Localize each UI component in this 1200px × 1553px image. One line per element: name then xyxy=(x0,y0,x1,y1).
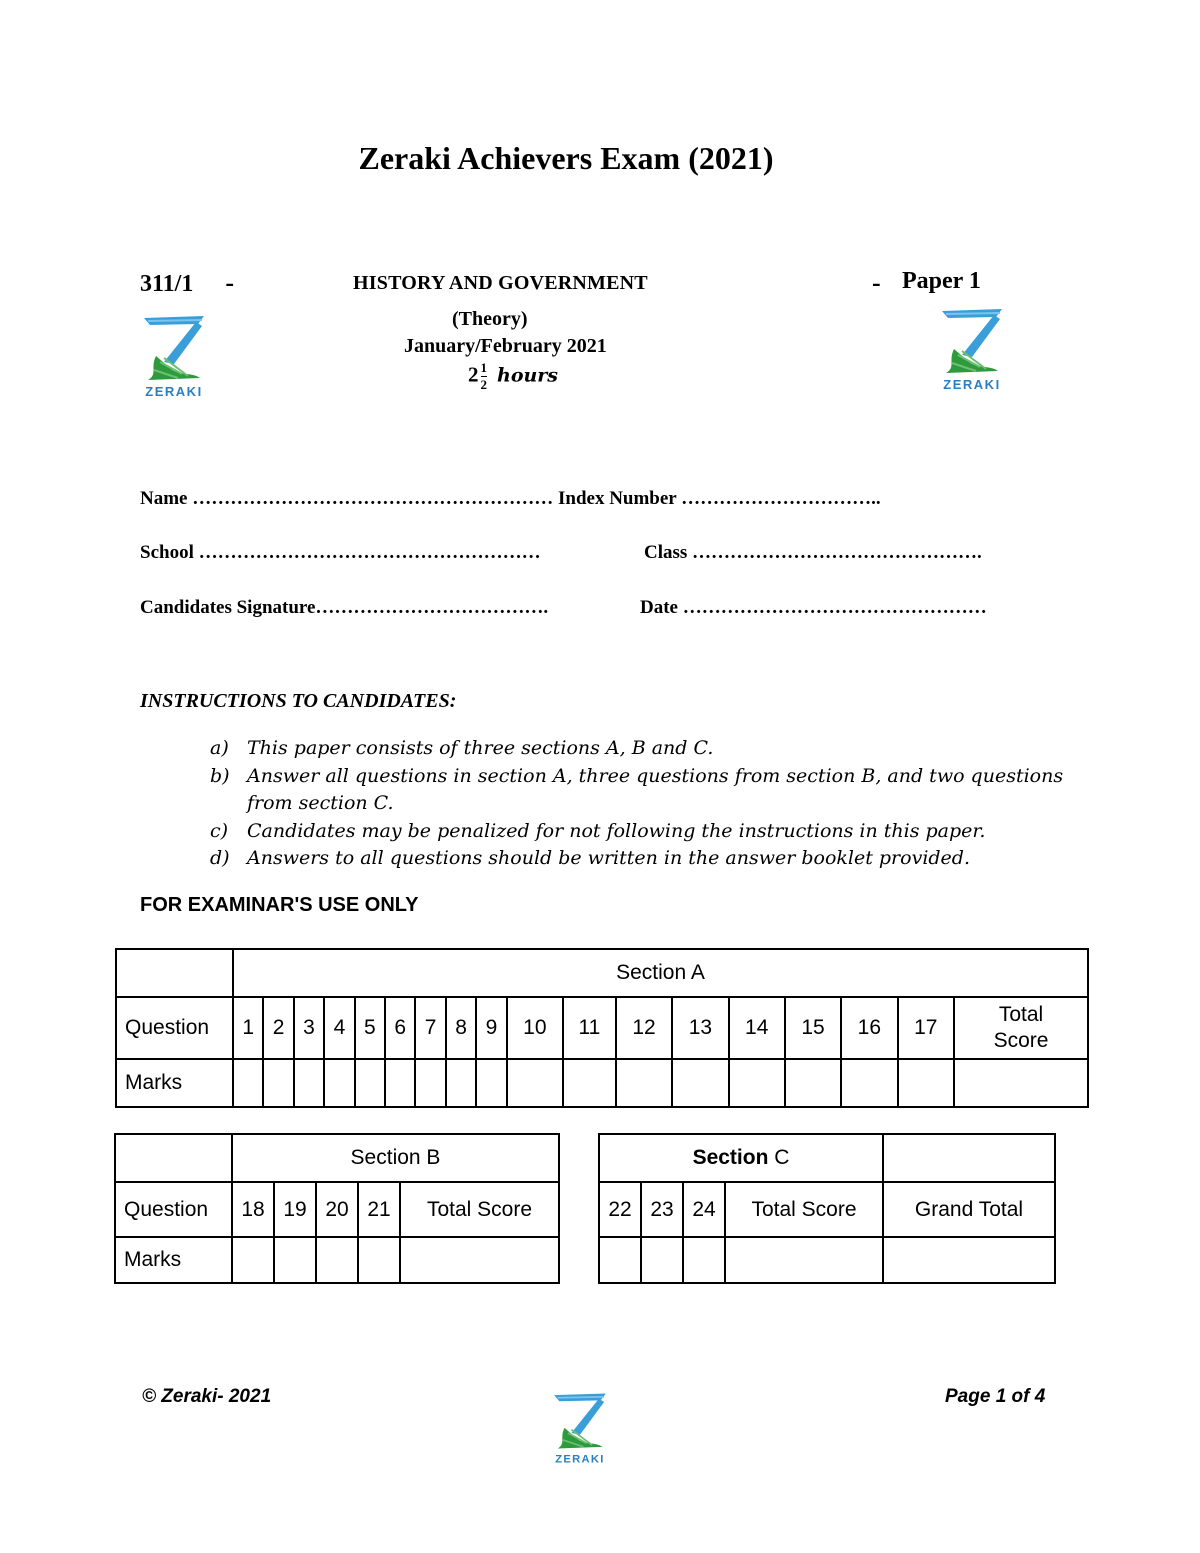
section-a-question-number: 4 xyxy=(324,997,354,1059)
section-a-title: Section A xyxy=(233,949,1088,997)
section-c-title-letter: C xyxy=(768,1146,790,1169)
section-a-mark-cell[interactable] xyxy=(841,1059,897,1107)
section-a-question-number: 15 xyxy=(785,997,841,1059)
section-a-question-number: 7 xyxy=(415,997,445,1059)
duration-denominator: 2 xyxy=(480,377,487,392)
section-a-mark-cell[interactable] xyxy=(476,1059,506,1107)
section-a-mark-cell[interactable] xyxy=(355,1059,385,1107)
section-a-question-number: 1 xyxy=(233,997,263,1059)
section-a-mark-cell[interactable] xyxy=(898,1059,954,1107)
section-a-mark-cell[interactable] xyxy=(785,1059,841,1107)
section-b-mark-cell[interactable] xyxy=(274,1237,316,1283)
footer-page-number: Page 1 of 4 xyxy=(945,1386,1046,1407)
paper-code xyxy=(140,268,234,298)
instruction-label: d) xyxy=(210,847,230,869)
logo-text-footer: ZERAKI xyxy=(555,1453,605,1465)
section-a-mark-cell[interactable] xyxy=(672,1059,728,1107)
section-a-mark-cell[interactable] xyxy=(233,1059,263,1107)
section-a-question-number: 2 xyxy=(263,997,293,1059)
zeraki-logo-right xyxy=(936,305,1008,396)
paper-number xyxy=(872,268,981,297)
section-b-question-label: Question xyxy=(115,1182,232,1237)
instructions-list xyxy=(210,735,1070,873)
section-a-question-number: 8 xyxy=(446,997,476,1059)
school-field: School ……………………………………………… xyxy=(140,542,541,563)
instruction-item xyxy=(210,818,1070,846)
section-a-mark-cell[interactable] xyxy=(507,1059,563,1107)
date-field: Date ………………………………………… xyxy=(640,597,987,618)
section-b-title: Section B xyxy=(232,1134,559,1182)
section-b-question-number: 18 xyxy=(232,1182,274,1237)
instruction-item xyxy=(210,845,1070,873)
dash-left: - xyxy=(225,268,235,297)
exam-title: Zeraki Achievers Exam (2021) xyxy=(358,140,774,176)
section-b-question-number: 20 xyxy=(316,1182,358,1237)
section-c-title xyxy=(599,1134,883,1182)
section-a-marks-label: Marks xyxy=(116,1059,233,1107)
section-a-question-number: 5 xyxy=(355,997,385,1059)
duration-unit: hours xyxy=(497,364,559,387)
subject-title: HISTORY AND GOVERNMENT xyxy=(353,272,648,294)
section-a-question-number: 13 xyxy=(672,997,728,1059)
logo-text-left: ZERAKI xyxy=(145,384,203,398)
section-b-marks-label: Marks xyxy=(115,1237,232,1283)
section-a-mark-cell[interactable] xyxy=(263,1059,293,1107)
instruction-text: Answer all questions in section A, three questions from section B, and two questions from section C. xyxy=(247,764,1064,814)
section-b-table xyxy=(114,1133,560,1284)
signature-field: Candidates Signature………………………………. xyxy=(140,597,549,618)
zeraki-logo-icon xyxy=(549,1390,611,1464)
section-a-total-line1: Total xyxy=(998,1003,1044,1026)
class-field: Class ………………………………………. xyxy=(644,542,982,563)
section-c-mark-cell[interactable] xyxy=(683,1237,725,1283)
section-a-mark-cell[interactable] xyxy=(729,1059,785,1107)
section-a-mark-cell[interactable] xyxy=(385,1059,415,1107)
section-a-question-number: 17 xyxy=(898,997,954,1059)
instructions-heading xyxy=(140,690,456,713)
paper-label: Paper 1 xyxy=(902,268,981,294)
instruction-label: a) xyxy=(210,737,229,759)
section-c-question-number: 24 xyxy=(683,1182,725,1237)
duration-whole: 2 xyxy=(468,362,479,387)
exam-duration xyxy=(468,360,558,393)
section-b-mark-cell[interactable] xyxy=(358,1237,400,1283)
instruction-label: c) xyxy=(210,819,229,842)
section-a-mark-cell[interactable] xyxy=(294,1059,324,1107)
instruction-text: Candidates may be penalized for not following the instructions in this paper. xyxy=(247,819,986,842)
instruction-text: This paper consists of three sections A, B and C. xyxy=(247,737,714,759)
instruction-item xyxy=(210,735,1070,763)
instructions-heading-text: INSTRUCTIONS TO CANDIDATES: xyxy=(140,690,457,712)
examiner-heading: FOR EXAMINAR'S USE ONLY xyxy=(140,894,419,916)
dash-right: - xyxy=(872,268,881,297)
section-a-mark-cell[interactable] xyxy=(324,1059,354,1107)
section-a-question-number: 3 xyxy=(294,997,324,1059)
section-c-mark-cell[interactable] xyxy=(599,1237,641,1283)
instruction-text: Answers to all questions should be written in the answer booklet provided. xyxy=(247,847,971,869)
section-a-question-number: 9 xyxy=(476,997,506,1059)
section-c-total-header: Total Score xyxy=(725,1182,883,1237)
section-a-question-number: 10 xyxy=(507,997,563,1059)
section-b-total-cell[interactable] xyxy=(400,1237,559,1283)
duration-numerator: 1 xyxy=(480,360,487,375)
footer-copyright: © Zeraki- 2021 xyxy=(142,1386,272,1407)
zeraki-logo-icon xyxy=(138,312,210,398)
section-c-total-cell[interactable] xyxy=(725,1237,883,1283)
name-index-field: Name ………………………………………………… Index Number ………………………….. xyxy=(140,488,881,509)
section-a-corner xyxy=(116,949,233,997)
section-b-mark-cell[interactable] xyxy=(232,1237,274,1283)
grand-total-cell[interactable] xyxy=(883,1237,1055,1283)
zeraki-logo-left xyxy=(138,312,210,403)
section-a-question-label: Question xyxy=(116,997,233,1059)
section-b-mark-cell[interactable] xyxy=(316,1237,358,1283)
section-c-title-bold: Section xyxy=(692,1146,769,1169)
section-a-question-number: 16 xyxy=(841,997,897,1059)
duration-fraction xyxy=(481,360,488,393)
zeraki-logo-icon xyxy=(936,305,1008,391)
logo-text-right: ZERAKI xyxy=(943,377,1001,391)
section-a-total-line2: Score xyxy=(993,1029,1049,1052)
instruction-label: b) xyxy=(210,764,230,787)
section-c-question-number: 22 xyxy=(599,1182,641,1237)
section-c-mark-cell[interactable] xyxy=(641,1237,683,1283)
section-b-question-number: 21 xyxy=(358,1182,400,1237)
section-c-question-number: 23 xyxy=(641,1182,683,1237)
section-a-mark-cell[interactable] xyxy=(616,1059,672,1107)
section-a-mark-cell[interactable] xyxy=(563,1059,616,1107)
section-b-corner xyxy=(115,1134,232,1182)
section-a-mark-cell[interactable] xyxy=(415,1059,445,1107)
section-a-total-cell[interactable] xyxy=(954,1059,1088,1107)
section-a-total-header xyxy=(954,997,1088,1059)
section-a-question-number: 6 xyxy=(385,997,415,1059)
section-a-question-number: 12 xyxy=(616,997,672,1059)
zeraki-logo-footer xyxy=(549,1390,611,1469)
paper-code-number: 311/1 xyxy=(140,271,194,297)
instruction-item xyxy=(210,763,1070,818)
section-a-question-number: 11 xyxy=(563,997,616,1059)
section-c-table xyxy=(598,1133,1056,1284)
paper-type: (Theory) xyxy=(452,308,528,330)
section-b-question-number: 19 xyxy=(274,1182,316,1237)
grand-total-header: Grand Total xyxy=(883,1182,1055,1237)
section-a-table xyxy=(115,948,1089,1108)
section-b-total-header: Total Score xyxy=(400,1182,559,1237)
section-a-mark-cell[interactable] xyxy=(446,1059,476,1107)
section-a-question-number: 14 xyxy=(729,997,785,1059)
grand-total-corner xyxy=(883,1134,1055,1182)
exam-date: January/February 2021 xyxy=(404,335,607,357)
